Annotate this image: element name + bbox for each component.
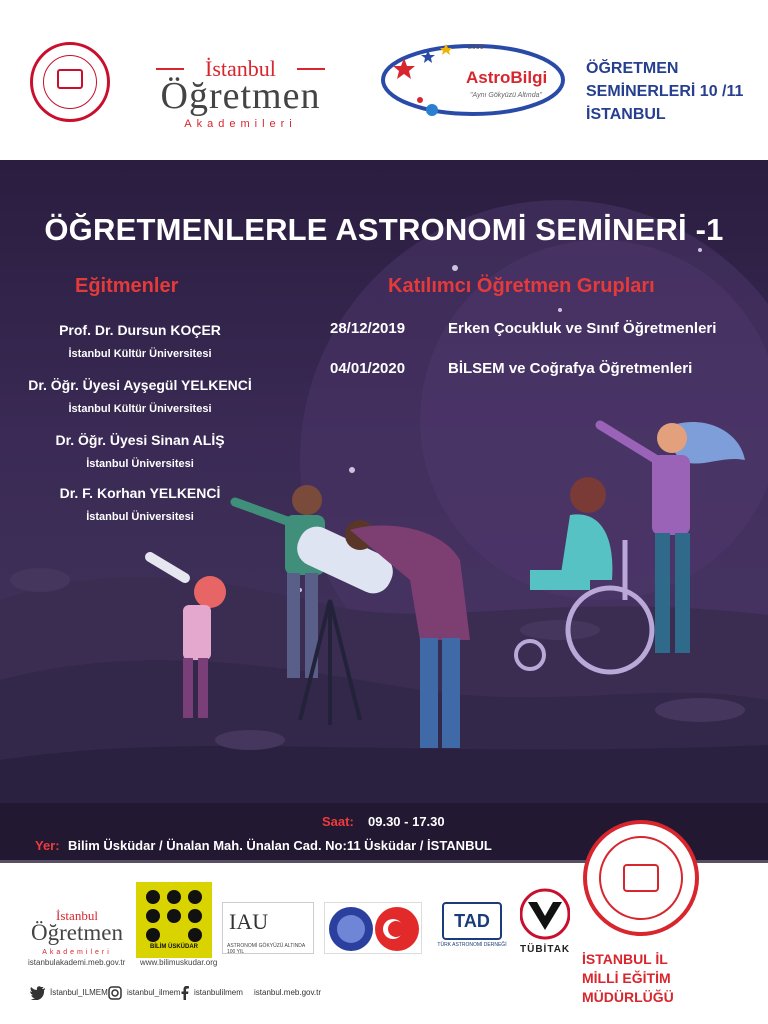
instagram-icon[interactable] bbox=[108, 986, 122, 1000]
facebook-icon[interactable] bbox=[180, 986, 190, 1000]
trainers-heading: Eğitmenler bbox=[75, 275, 179, 297]
group-date: 04/01/2020 bbox=[330, 360, 406, 377]
place-label: Yer: bbox=[35, 838, 60, 853]
website-link[interactable]: istanbul.meb.gov.tr bbox=[254, 988, 321, 997]
trainer-name: Dr. Öğr. Üyesi Ayşegül YELKENCİ bbox=[28, 377, 252, 393]
footer-ioa-logo: İstanbul Öğretmen Akademileri bbox=[31, 908, 123, 956]
trainer-name: Dr. F. Korhan YELKENCİ bbox=[59, 485, 221, 501]
trainer-university: İstanbul Üniversitesi bbox=[86, 458, 194, 470]
trainer-university: İstanbul Üniversitesi bbox=[86, 511, 194, 523]
trainer-university: İstanbul Kültür Üniversitesi bbox=[68, 403, 212, 415]
tad-logo: TAD TÜRK ASTRONOMİ DERNEĞİ bbox=[436, 902, 508, 952]
facebook-handle[interactable]: istanbulilmem bbox=[194, 988, 243, 997]
group-name: Erken Çocukluk ve Sınıf Öğretmenleri bbox=[448, 320, 717, 337]
trainer-name: Prof. Dr. Dursun KOÇER bbox=[59, 322, 221, 338]
partner-logos bbox=[324, 902, 422, 954]
groups-heading: Katılımcı Öğretmen Grupları bbox=[388, 275, 655, 297]
night-sky-illustration bbox=[0, 160, 768, 860]
trainer-name: Dr. Öğr. Üyesi Sinan ALİŞ bbox=[55, 432, 225, 448]
tubitak-logo: TÜBİTAK bbox=[520, 888, 570, 960]
group-name: BİLSEM ve Coğrafya Öğretmenleri bbox=[448, 360, 693, 377]
seminar-title: ÖĞRETMENLERLE ASTRONOMİ SEMİNERİ -1 bbox=[44, 212, 724, 247]
mem-name: İSTANBUL İL MİLLİ EĞİTİM MÜDÜRLÜĞÜ bbox=[582, 951, 674, 1005]
instagram-handle[interactable]: istanbul_ilmem bbox=[127, 988, 181, 997]
place-value: Bilim Üsküdar / Ünalan Mah. Ünalan Cad. No:11 Üsküdar / İSTANBUL bbox=[68, 838, 492, 853]
trainer-university: İstanbul Kültür Üniversitesi bbox=[68, 348, 212, 360]
istanbul-ogretmen-akademileri-logo: İstanbul Öğretmen Akademileri bbox=[148, 50, 333, 130]
astrobilgi-logo: 2006 AstroBilgi "Aynı Gökyüzü Altında" bbox=[378, 36, 568, 122]
mem-seal-logo bbox=[583, 820, 699, 936]
twitter-icon[interactable] bbox=[30, 986, 46, 1000]
poster-background bbox=[0, 160, 768, 860]
bilim-uskudar-logo: BİLİM ÜSKÜDAR bbox=[136, 882, 212, 958]
meb-seal-logo bbox=[30, 42, 110, 122]
group-date: 28/12/2019 bbox=[330, 320, 406, 337]
ioa-url[interactable]: istanbulakademi.meb.gov.tr bbox=[28, 958, 126, 967]
header bbox=[0, 0, 768, 160]
twitter-handle[interactable]: İstanbul_ILMEM bbox=[50, 988, 108, 997]
time-value: 09.30 - 17.30 bbox=[368, 814, 445, 829]
seminer-title: ÖĞRETMEN SEMİNERLERİ 10 /11 İSTANBUL bbox=[586, 60, 744, 123]
iau-logo: IAU ASTRONOMİ GÖKYÜZÜ ALTINDA 100 YIL bbox=[222, 902, 314, 954]
bilim-url[interactable]: www.bilimuskudar.org bbox=[140, 958, 218, 967]
time-label: Saat: bbox=[322, 814, 354, 829]
